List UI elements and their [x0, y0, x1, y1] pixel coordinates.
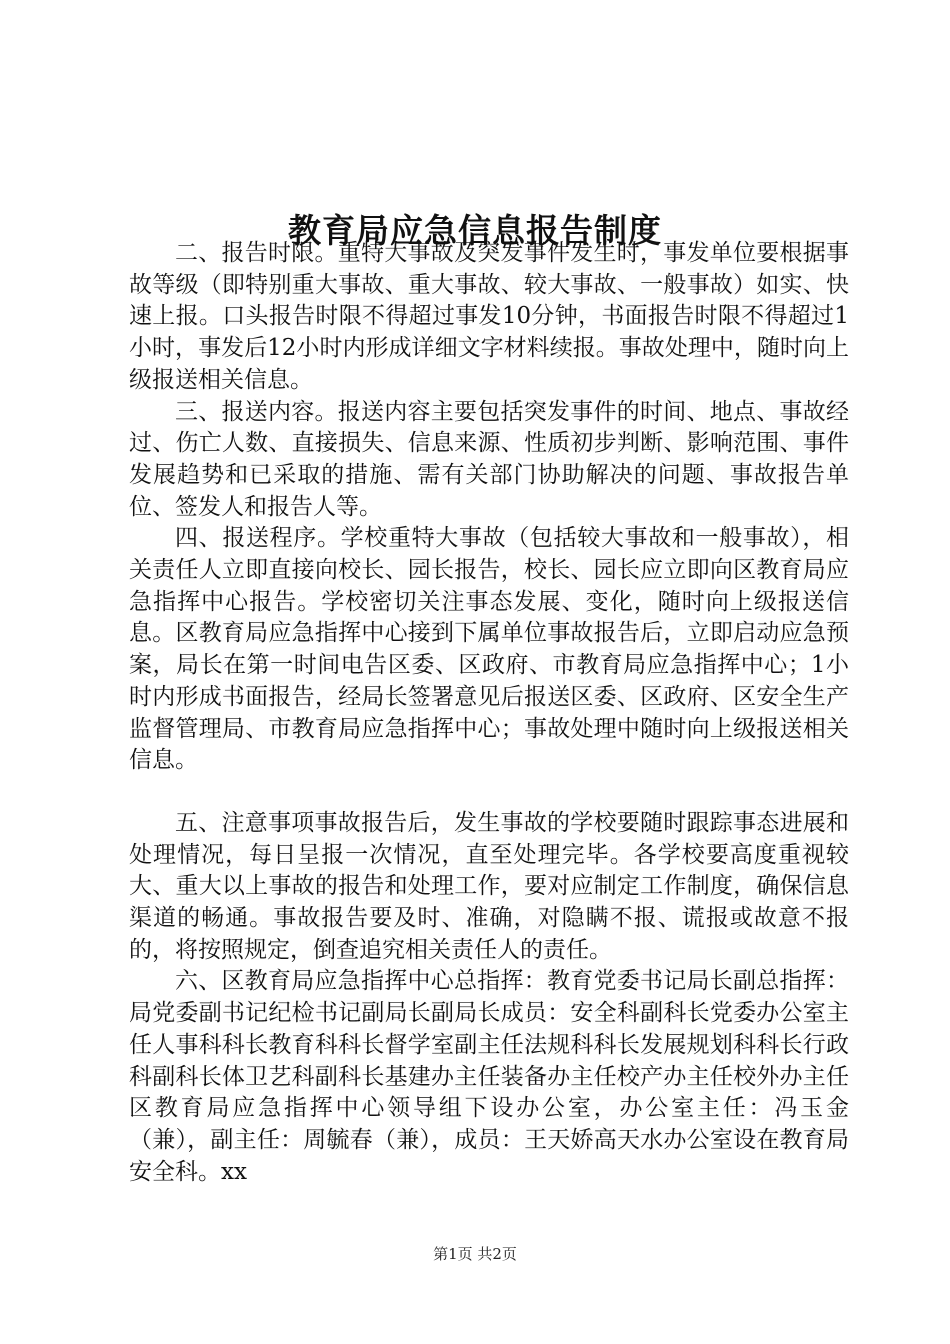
paragraph-notes: 五、注意事项事故报告后，发生事故的学校要随时跟踪事态进展和处理情况，每日呈报一次情况，直至处理完毕。各学校要高度重视较大、重大以上事故的报告和处理工作，要对应制定工作制度，确保信息渠道的畅通。事故报告要及时、准确，对隐瞒不报、谎报或故意不报的，将按照规定，倒查追究相关责任人的责任。: [129, 809, 849, 963]
page-number-footer: 第1页 共2页: [433, 1245, 517, 1263]
document-body: [129, 238, 849, 1188]
paragraph-report-procedure: 四、报送程序。学校重特大事故（包括较大事故和一般事故），相关责任人立即直接向校长、园长报告，校长、园长应立即向区教育局应急指挥中心报告。学校密切关注事态发展、变化，随时向上级报送信息。区教育局应急指挥中心接到下属单位事故报告后，立即启动应急预案，局长在第一时间电告区委、区政府、市教育局应急指挥中心；1小时内形成书面报告，经局长签署意见后报送区委、区政府、区安全生产监督管理局、市教育局应急指挥中心；事故处理中随时向上级报送相关信息。: [129, 525, 849, 774]
paragraph-report-content: 三、报送内容。报送内容主要包括突发事件的时间、地点、事故经过、伤亡人数、直接损失、信息来源、性质初步判断、影响范围、事件发展趋势和已采取的措施、需有关部门协助解决的问题、事故报告单位、签发人和报告人等。: [129, 398, 849, 520]
paragraph-command-center: 六、区教育局应急指挥中心总指挥：教育党委书记局长副总指挥：局党委副书记纪检书记副局长副局长成员：安全科副科长党委办公室主任人事科科长教育科科长督学室副主任法规科科长发展规划科科长行政科副科长体卫艺科副科长基建办主任装备办主任校产办主任校外办主任区教育局应急指挥中心领导组下设办公室，办公室主任：冯玉金（兼），副主任：周毓春（兼），成员：王天娇高天水办公室设在教育局安全科。xx: [129, 968, 849, 1185]
page-title: 教育局应急信息报告制度: [288, 211, 662, 251]
paragraph-reporting-deadline: 二、报告时限。重特大事故及突发事件发生时，事发单位要根据事故等级（即特别重大事故、重大事故、较大事故、一般事故）如实、快速上报。口头报告时限不得超过事发10分钟，书面报告时限不得超过1小时，事发后12小时内形成详细文字材料续报。事故处理中，随时向上级报送相关信息。: [129, 240, 849, 393]
